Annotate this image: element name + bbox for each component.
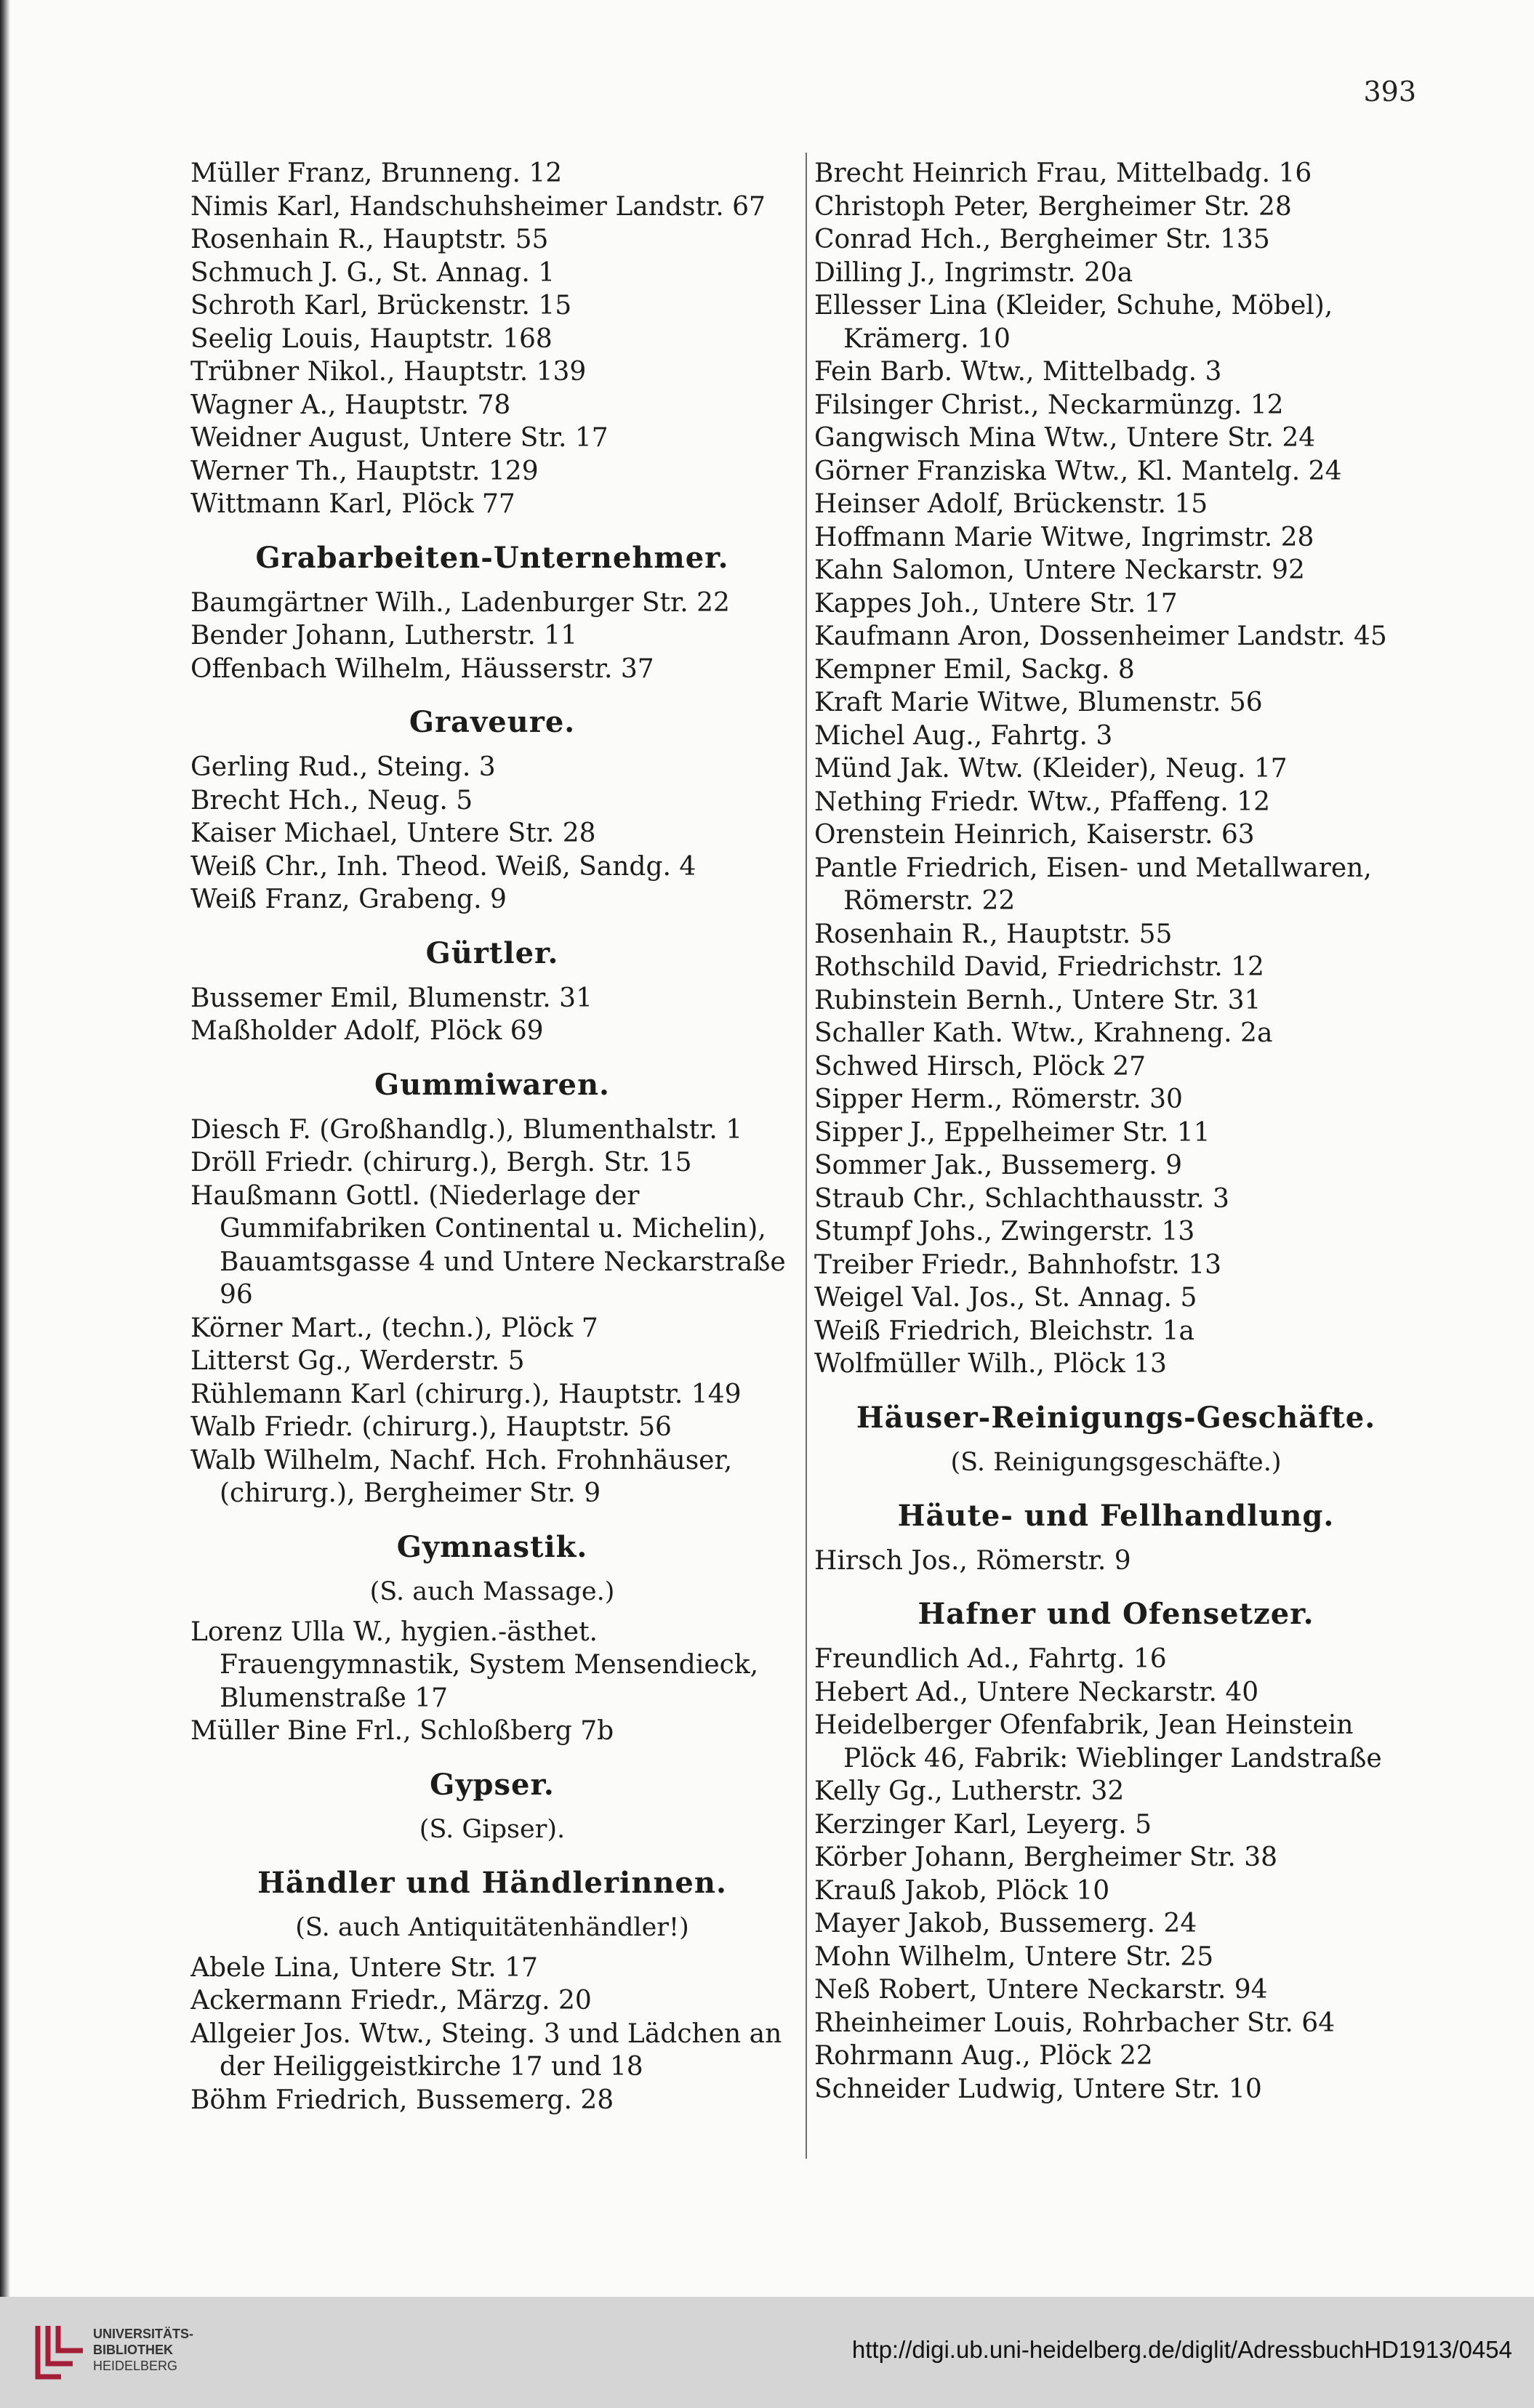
left-column [190,157,794,2117]
directory-entry: Weidner August, Untere Str. 17 [190,423,609,453]
directory-entry: Kappes Joh., Untere Str. 17 [814,588,1178,619]
footer-bar [0,2297,1534,2408]
directory-entry: Pantle Friedrich, Eisen- und Metallwaren, Römerstr. 22 [814,853,1372,916]
directory-entry: Kahn Salomon, Untere Neckarstr. 92 [814,555,1305,585]
directory-entry: Neß Robert, Untere Neckarstr. 94 [814,1975,1268,2005]
library-name-line3: HEIDELBERG [93,2359,178,2373]
directory-entry: Kempner Emil, Sackg. 8 [814,654,1135,685]
library-name-line1: UNIVERSITÄTS- [93,2327,194,2341]
directory-entry: Rühlemann Karl (chirurg.), Hauptstr. 149 [190,1379,742,1409]
directory-entry: Gerling Rud., Steing. 3 [190,752,496,782]
directory-entry: Dilling J., Ingrimstr. 20a [814,257,1133,288]
directory-entry: Hirsch Jos., Römerstr. 9 [814,1545,1131,1576]
page-binding-edge [0,0,10,2297]
directory-entry: Litterst Gg., Werderstr. 5 [190,1346,525,1376]
directory-entry: Rheinheimer Louis, Rohrbacher Str. 64 [814,2008,1336,2038]
directory-entry: Kaufmann Aron, Dossenheimer Landstr. 45 [814,621,1387,651]
directory-entry: Schaller Kath. Wtw., Krahneng. 2a [814,1018,1273,1048]
directory-entry: Sommer Jak., Bussemerg. 9 [814,1151,1182,1180]
directory-entry: Mohn Wilhelm, Untere Str. 25 [814,1941,1214,1972]
section-heading: Gymnastik. [396,1529,588,1564]
directory-entry: Kelly Gg., Lutherstr. 32 [814,1776,1125,1806]
directory-entry: Michel Aug., Fahrtg. 3 [814,720,1113,751]
university-library-logo-icon [32,2319,86,2384]
cross-reference-note: (S. Gipser). [419,1814,566,1844]
directory-entry: Fein Barb. Wtw., Mittelbadg. 3 [814,357,1222,387]
directory-entry: Rosenhain R., Hauptstr. 55 [190,225,549,254]
directory-entry: Wolfmüller Wilh., Plöck 13 [814,1349,1167,1379]
directory-entry: Bussemer Emil, Blumenstr. 31 [190,983,593,1013]
directory-entry: Freundlich Ad., Fahrtg. 16 [814,1644,1167,1674]
directory-entry: Rothschild David, Friedrichstr. 12 [814,952,1264,982]
directory-entry: Orenstein Heinrich, Kaiserstr. 63 [814,820,1255,850]
directory-entry: Offenbach Wilhelm, Häusserstr. 37 [190,653,654,684]
directory-entry: Dröll Friedr. (chirurg.), Bergh. Str. 15 [190,1148,692,1177]
directory-entry: Körner Mart., (techn.), Plöck 7 [190,1313,598,1343]
directory-entry: Kaiser Michael, Untere Str. 28 [190,818,596,848]
page-number: 393 [1363,76,1416,108]
directory-entry: Mayer Jakob, Bussemerg. 24 [814,1909,1197,1938]
section-heading: Hafner und Ofensetzer. [917,1597,1314,1631]
directory-entry: Maßholder Adolf, Plöck 69 [190,1016,544,1046]
directory-entry: Stumpf Johs., Zwingerstr. 13 [814,1217,1195,1247]
directory-entry: Schmuch J. G., St. Annag. 1 [190,257,555,288]
directory-entry: Haußmann Gottl. (Niederlage der Gummifabriken Continental u. Michelin), Bauamtsgasse 4 und Untere Neckarstraße 96 [190,1180,786,1310]
directory-entry: Münd Jak. Wtw. (Kleider), Neug. 17 [814,754,1288,784]
directory-entry: Schroth Karl, Brückenstr. 15 [190,291,572,321]
directory-entry: Rubinstein Bernh., Untere Str. 31 [814,985,1261,1015]
directory-entry: Körber Johann, Bergheimer Str. 38 [814,1843,1278,1872]
section-heading: Händler und Händlerinnen. [257,1865,727,1900]
directory-entry: Müller Franz, Brunneng. 12 [190,158,563,188]
directory-entry: Diesch F. (Großhandlg.), Blumenthalstr. 1 [190,1114,743,1145]
directory-entry: Nimis Karl, Handschuhsheimer Landstr. 67 [190,191,766,222]
directory-entry: Nething Friedr. Wtw., Pfaffeng. 12 [814,786,1270,817]
directory-entry: Weiß Chr., Inh. Theod. Weiß, Sandg. 4 [190,851,696,882]
section-heading: Gürtler. [425,935,559,970]
directory-entry: Filsinger Christ., Neckarmünzg. 12 [814,390,1284,420]
directory-entry: Kerzinger Karl, Leyerg. 5 [814,1809,1152,1840]
section-heading: Häuser-Reinigungs-Geschäfte. [856,1400,1376,1435]
directory-entry: Wagner A., Hauptstr. 78 [190,390,511,420]
directory-entry: Werner Th., Hauptstr. 129 [190,456,539,486]
section-heading: Häute- und Fellhandlung. [897,1498,1335,1533]
directory-entry: Walb Friedr. (chirurg.), Hauptstr. 56 [190,1412,672,1442]
directory-entry: Müller Bine Frl., Schloßberg 7b [190,1716,614,1746]
directory-entry: Allgeier Jos. Wtw., Steing. 3 und Lädchen an der Heiliggeistkirche 17 und 18 [190,2018,782,2082]
directory-entry: Baumgärtner Wilh., Ladenburger Str. 22 [190,587,730,618]
directory-entry: Weiß Franz, Grabeng. 9 [190,885,507,914]
directory-entry: Sipper Herm., Römerstr. 30 [814,1084,1183,1114]
directory-entry: Christoph Peter, Bergheimer Str. 28 [814,191,1292,222]
directory-entry: Görner Franziska Wtw., Kl. Mantelg. 24 [814,456,1342,486]
directory-entry: Rohrmann Aug., Plöck 22 [814,2041,1153,2071]
column-divider [806,153,807,2159]
directory-entry: Heinser Adolf, Brückenstr. 15 [814,489,1208,519]
section-heading: Graveure. [409,705,576,739]
directory-entry: Weigel Val. Jos., St. Annag. 5 [814,1283,1197,1313]
directory-entry: Hebert Ad., Untere Neckarstr. 40 [814,1677,1259,1707]
library-name [93,2326,193,2374]
directory-entry: Brecht Heinrich Frau, Mittelbadg. 16 [814,158,1312,188]
section-heading: Gypser. [430,1767,555,1802]
directory-entry: Straub Chr., Schlachthausstr. 3 [814,1183,1229,1214]
section-heading: Grabarbeiten-Unternehmer. [255,540,729,575]
directory-entry: Heidelberger Ofenfabrik, Jean Heinstein Plöck 46, Fabrik: Wieblinger Landstraße [814,1710,1382,1773]
right-column [814,157,1418,2106]
cross-reference-note: (S. Reinigungsgeschäfte.) [950,1447,1282,1477]
directory-entry: Lorenz Ulla W., hygien.-ästhet. Frauengymnastik, System Mensendieck, Blumenstraße 17 [190,1616,759,1713]
directory-entry: Bender Johann, Lutherstr. 11 [190,621,578,651]
directory-entry: Conrad Hch., Bergheimer Str. 135 [814,225,1270,254]
directory-entry: Treiber Friedr., Bahnhofstr. 13 [814,1249,1222,1280]
directory-entry: Böhm Friedrich, Bussemerg. 28 [190,2085,614,2115]
cross-reference-note: (S. auch Massage.) [369,1577,615,1606]
directory-entry: Schwed Hirsch, Plöck 27 [814,1051,1147,1082]
cross-reference-note: (S. auch Antiquitätenhändler!) [295,1912,689,1942]
section-heading: Gummiwaren. [374,1067,610,1102]
directory-entry: Ellesser Lina (Kleider, Schuhe, Möbel), Krämerg. 10 [814,291,1333,354]
library-name-line2: BIBLIOTHEK [93,2343,173,2357]
directory-entry: Ackermann Friedr., Märzg. 20 [190,1986,592,2016]
directory-entry: Kraft Marie Witwe, Blumenstr. 56 [814,688,1263,717]
directory-entry: Walb Wilhelm, Nachf. Hch. Frohnhäuser, (chirurg.), Bergheimer Str. 9 [190,1445,733,1508]
directory-entry: Gangwisch Mina Wtw., Untere Str. 24 [814,423,1316,453]
directory-entry: Sipper J., Eppelheimer Str. 11 [814,1117,1210,1148]
directory-entry: Wittmann Karl, Plöck 77 [190,489,515,519]
directory-entry: Weiß Friedrich, Bleichstr. 1a [814,1316,1194,1346]
directory-entry: Abele Lina, Untere Str. 17 [190,1952,538,1983]
directory-entry: Hoffmann Marie Witwe, Ingrimstr. 28 [814,522,1314,552]
directory-entry: Brecht Hch., Neug. 5 [190,785,473,816]
directory-entry: Seelig Louis, Hauptstr. 168 [190,323,553,354]
directory-entry: Krauß Jakob, Plöck 10 [814,1875,1110,1906]
directory-entry: Rosenhain R., Hauptstr. 55 [814,919,1173,949]
directory-entry: Trübner Nikol., Hauptstr. 139 [190,357,587,387]
source-url[interactable]: http://digi.ub.uni-heidelberg.de/diglit/AdressbuchHD1913/0454 [851,2336,1512,2363]
directory-entry: Schneider Ludwig, Untere Str. 10 [814,2074,1262,2104]
